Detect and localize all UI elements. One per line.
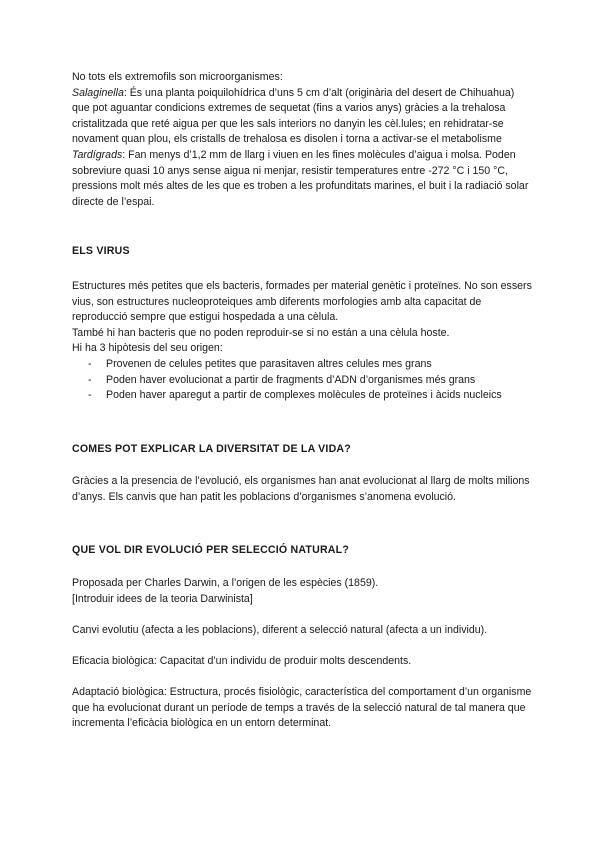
document-page: [72, 70, 534, 732]
diversitat-section: [72, 442, 534, 506]
diversitat-heading: COMES POT EXPLICAR LA DIVERSITAT DE LA VIDA?: [72, 442, 351, 455]
virus-hypotheses-list: [72, 357, 534, 404]
virus-paragraph-3: Hi ha 3 hipòtesis del seu origen:: [72, 342, 223, 355]
tardigrads-paragraph: [72, 148, 534, 210]
list-item: - Poden haver evolucionat a partir de fragments d’ADN d’organismes més grans: [88, 373, 534, 389]
virus-heading: ELS VIRUS: [72, 245, 130, 258]
tardigrads-text: : Fan menys d’1,2 mm de llarg i viuen en les fines molècules d’aigua i molsa. Poden sobreviure quasi 10 anys sense aigua ni menjar, resistir temperatures entre -272 °C i 150 °C, pressions molt més altes de les que es troben a les profunditats marines, el buit i la radiació solar directe de l’espai.: [72, 148, 529, 208]
seleccio-paragraph-2: [Introduir idees de la teoria Darwinista]: [72, 592, 253, 605]
seleccio-heading: QUE VOL DIR EVOLUCIÓ PER SELECCIÓ NATURAL?: [72, 544, 349, 557]
tardigrads-name: Tardígrads: [72, 148, 123, 161]
seleccio-paragraph-1: Proposada per Charles Darwin, a l’origen de les espècies (1859).: [72, 577, 379, 590]
seleccio-section: [72, 543, 534, 732]
list-item: - Provenen de celules petites que parasitaven altres celules mes grans: [88, 357, 534, 373]
list-item: - Poden haver aparegut a partir de complexes molècules de proteïnes i àcids nucleics: [88, 388, 534, 404]
diversitat-paragraph-1: Gràcies a la presencia de l’evolució, els organismes han anat evolucionat al llarg de molts milions d’anys. Els canvis que han patit les poblacions d’organismes s’anomena evolució.: [72, 475, 530, 503]
virus-section: [72, 244, 534, 403]
selaginella-paragraph: [72, 86, 534, 148]
extremofils-section: [72, 70, 534, 210]
seleccio-paragraph-5: Adaptació biològica: Estructura, procés fisiològic, característica del comportament d’un organisme que ha evolucionat durant un període de temps a través de la selecció natural de tal manera que incrementa l’eficàcia biològica en un entorn determinat.: [72, 686, 532, 730]
virus-paragraph-2: També hi han bacteris que no poden reproduir-se si no están a una cèlula hoste.: [72, 326, 450, 339]
selaginella-name: Salaginella: [72, 86, 124, 99]
seleccio-paragraph-4: Eficacia biològica: Capacitat d’un individu de produir molts descendents.: [72, 655, 412, 668]
extremofils-intro: No tots els extremofils son microorganismes:: [72, 71, 283, 83]
virus-paragraph-1: Estructures més petites que els bacteris, formades per material genètic i proteïnes. No son essers vius, son estructures nucleoproteiques amb diferents morfologies amb alta capacitat de reproducció sempre que estigui hospedada a una cèlula.: [72, 279, 532, 324]
seleccio-paragraph-3: Canvi evolutiu (afecta a les poblacions), diferent a selecció natural (afecta a un individu).: [72, 623, 488, 636]
selaginella-text: : És una planta poiquilohídrica d’uns 5 cm d’alt (originària del desert de Chihuahua) que pot aguantar condicions extremes de sequetat (fins a varios anys) gràcies a la trehalosa cristalitzada que reté aigua per que les sals interiors no danyin les cèl.lules; en rehidratar-se novament quan plou, els cristalls de trehalosa es disolen i torna a activar-se el metabolisme: [72, 86, 515, 146]
